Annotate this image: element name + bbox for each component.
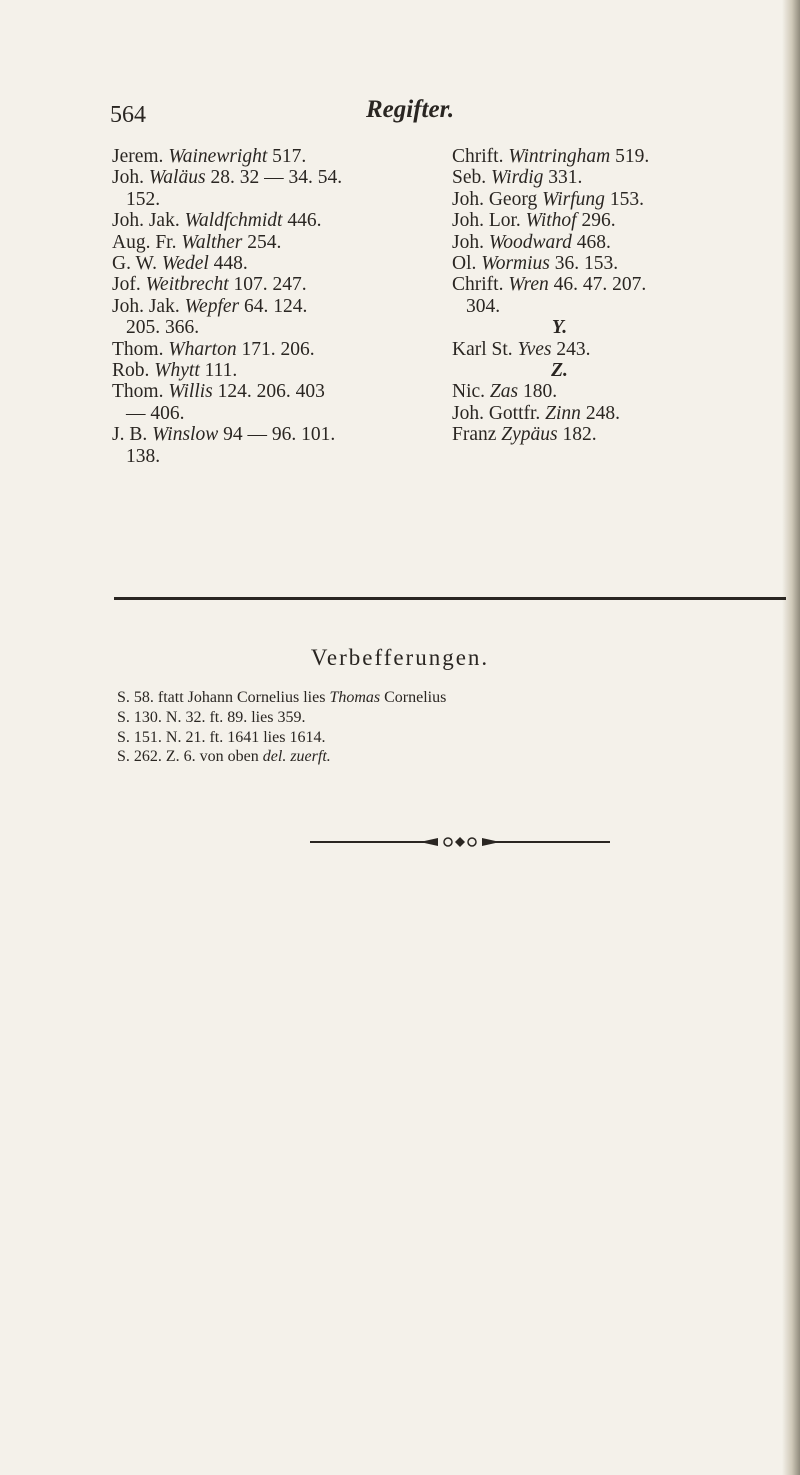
entry-page-refs: — 406. <box>126 402 185 424</box>
entry-given-name: Ol. <box>452 253 482 275</box>
entry-given-name: Chrift. <box>452 146 509 167</box>
entry-surname: Whytt <box>154 360 200 382</box>
entry-given-name: Joh. Gottfr. <box>452 402 546 424</box>
register-entry <box>452 274 787 295</box>
entry-given-name: Joh. Jak. <box>112 210 185 232</box>
page-header <box>110 96 710 136</box>
register-entry <box>112 381 430 402</box>
register-entry <box>112 339 430 360</box>
entry-given-name: Seb. <box>452 167 491 189</box>
entry-surname: Waläus <box>148 167 206 189</box>
register-entry <box>452 403 787 424</box>
entry-surname: Wainewright <box>168 146 268 167</box>
entry-page-refs: 304. <box>466 295 501 317</box>
register-entry <box>452 339 787 360</box>
entry-surname: Wirdig <box>491 167 544 189</box>
entry-page-refs: 94 — 96. 101. <box>218 424 336 446</box>
page-number: 564 <box>110 102 146 128</box>
register-entry <box>112 424 430 445</box>
register-entry <box>112 274 430 295</box>
entry-given-name: Thom. <box>112 338 169 360</box>
entry-given-name: Chrift. <box>452 274 509 296</box>
entry-page-refs: 517. <box>267 146 307 167</box>
register-entry <box>452 232 787 253</box>
entry-page-refs: 254. <box>242 231 282 253</box>
entry-page-refs: 111. <box>199 360 238 382</box>
errata-line <box>117 747 757 767</box>
errata-list <box>117 688 757 767</box>
entry-page-refs: 182. <box>557 424 597 446</box>
entry-surname: Wormius <box>481 253 550 275</box>
entry-surname: Wedel <box>161 253 209 275</box>
entry-page-refs: 107. 247. <box>228 274 307 296</box>
register-entry <box>112 210 430 231</box>
errata-text: S. 58. ftatt Johann Cornelius lies <box>117 689 330 706</box>
section-divider-rule <box>114 597 786 600</box>
letter-heading: Z. <box>551 360 568 382</box>
entry-surname: Woodward <box>488 231 572 253</box>
entry-surname: Walther <box>181 231 243 253</box>
entry-page-refs: 153. <box>604 188 644 210</box>
errata-italic-text: del. zuerft. <box>262 748 331 766</box>
register-entry-continuation <box>452 296 787 317</box>
register-entry-continuation <box>112 403 430 424</box>
register-entry <box>112 232 430 253</box>
entry-page-refs: 64. 124. <box>239 295 308 317</box>
entry-page-refs: 331. <box>543 167 583 189</box>
errata-italic-text: Thomas <box>329 689 381 706</box>
register-entry <box>452 253 787 274</box>
entry-page-refs: 171. 206. <box>236 338 315 360</box>
entry-given-name: Franz <box>452 424 502 446</box>
entry-given-name: J. B. <box>112 424 153 446</box>
entry-surname: Wepfer <box>184 295 240 317</box>
entry-page-refs: 296. <box>576 210 616 232</box>
entry-page-refs: 180. <box>518 381 558 403</box>
entry-surname: Withof <box>525 210 577 232</box>
register-entry <box>452 167 787 188</box>
register-entry-continuation <box>112 317 430 338</box>
entry-surname: Wharton <box>168 338 237 360</box>
register-entry <box>452 189 787 210</box>
tailpiece-ornament <box>310 835 610 849</box>
entry-surname: Zinn <box>545 402 581 424</box>
errata-text: Cornelius <box>380 689 447 706</box>
entry-page-refs: 243. <box>551 338 591 360</box>
entry-surname: Weitbrecht <box>145 274 229 296</box>
running-title: Regifter. <box>366 96 455 123</box>
entry-page-refs: 152. <box>126 188 161 210</box>
errata-text: S. 262. Z. 6. von oben <box>117 748 263 766</box>
entry-given-name: Thom. <box>112 381 169 403</box>
errata-text: S. 151. N. 21. ft. 1641 lies 1614. <box>117 728 326 746</box>
entry-page-refs: 468. <box>571 231 611 253</box>
entry-given-name: Nic. <box>452 381 490 403</box>
entry-given-name: Joh. Jak. <box>112 295 185 317</box>
entry-given-name: Rob. <box>112 360 155 382</box>
entry-given-name: Karl St. <box>452 338 518 360</box>
entry-given-name: Aug. Fr. <box>112 231 182 253</box>
entry-page-refs: 248. <box>580 402 620 424</box>
entry-surname: Zas <box>489 381 519 403</box>
entry-surname: Winslow <box>152 424 219 446</box>
errata-title: Verbefferungen. <box>310 645 490 670</box>
entry-given-name: Joh. <box>452 231 489 253</box>
letter-heading: Y. <box>551 317 568 339</box>
entry-page-refs: 46. 47. 207. <box>548 274 647 296</box>
register-entry-continuation <box>112 446 430 467</box>
errata-line <box>117 708 757 728</box>
entry-page-refs: 205. 366. <box>126 317 200 339</box>
entry-page-refs: 448. <box>208 253 248 275</box>
register-left-column <box>112 146 430 467</box>
register-entry <box>112 253 430 274</box>
entry-surname: Wren <box>508 274 549 296</box>
register-entry <box>452 424 787 445</box>
entry-given-name: Jerem. <box>112 146 169 167</box>
register-entry <box>112 146 430 167</box>
entry-page-refs: 446. <box>282 210 322 232</box>
entry-surname: Waldfchmidt <box>184 210 283 232</box>
register-entry <box>452 210 787 231</box>
register-entry-continuation <box>112 189 430 210</box>
register-right-column <box>452 146 787 446</box>
entry-given-name: G. W. <box>112 253 162 275</box>
entry-page-refs: 138. <box>126 445 161 467</box>
errata-line <box>117 688 757 708</box>
register-entry <box>112 296 430 317</box>
entry-page-refs: 124. 206. 403 <box>212 381 325 403</box>
entry-surname: Zypäus <box>501 424 558 446</box>
entry-given-name: Joh. Lor. <box>452 210 526 232</box>
register-entry <box>452 146 787 167</box>
entry-page-refs: 519. <box>610 146 650 167</box>
register-entry <box>452 381 787 402</box>
register-entry <box>112 360 430 381</box>
entry-surname: Wirfung <box>542 188 605 210</box>
entry-given-name: Joh. <box>112 167 149 189</box>
entry-surname: Wintringham <box>508 146 611 167</box>
entry-page-refs: 36. 153. <box>549 253 619 275</box>
entry-given-name: Joh. Georg <box>452 188 543 210</box>
errata-line <box>117 728 757 748</box>
entry-given-name: Jof. <box>112 274 146 296</box>
register-entry <box>112 167 430 188</box>
entry-surname: Yves <box>517 338 552 360</box>
errata-text: S. 130. N. 32. ft. 89. lies 359. <box>117 708 306 726</box>
entry-surname: Willis <box>168 381 213 403</box>
entry-page-refs: 28. 32 — 34. 54. <box>205 167 343 189</box>
